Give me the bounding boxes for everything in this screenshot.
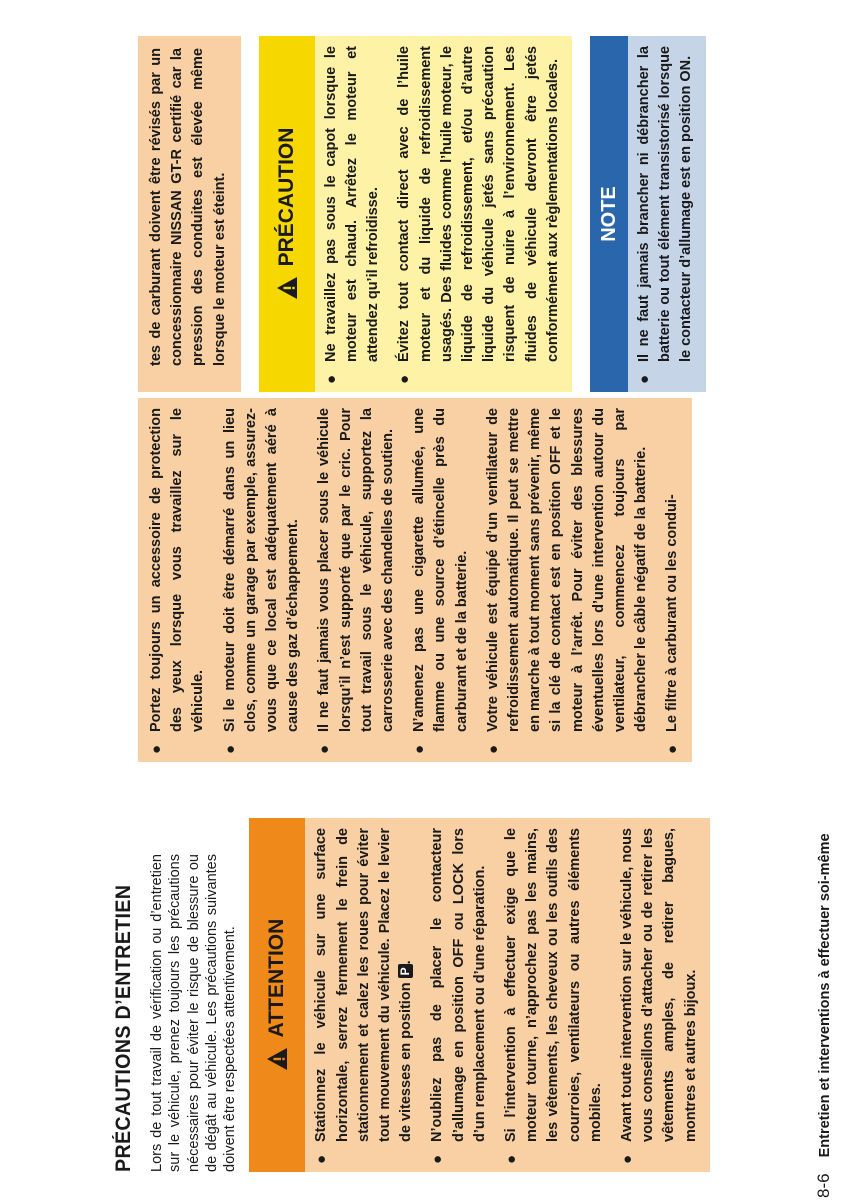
bullet-icon: ● <box>411 744 429 754</box>
note-title: NOTE <box>597 186 620 242</box>
bullet-icon: ● <box>618 1154 636 1164</box>
bullet-icon: ● <box>221 744 239 754</box>
middle-item-text: Si le moteur doit être démarré dans un lieu clos, comme un garage par exemple, assurez-vous que ce local est adéquatement aéré à cause des gaz d’échappement. <box>221 408 302 732</box>
attention-item <box>311 828 417 1164</box>
attention-item-text: Si l’intervention à effectuer exige que le moteur tourne, n’approchez pas les mains, les vêtements, les cheveux ou les outils des courroies, ventilateurs ou autres éléments mobiles. <box>502 828 604 1142</box>
note-body <box>628 36 706 392</box>
precaution-box <box>259 36 572 392</box>
note-item-text: Il ne faut jamais brancher ni débrancher la batterie ou tout élément transistorisé lorsque le contacteur d’allumage est en position ON. <box>636 46 695 362</box>
attention-title: ATTENTION <box>265 918 289 1038</box>
right-column <box>138 36 706 392</box>
attention-item-text: Avant toute intervention sur le véhicule, nous vous conseillons d’attacher ou de retirer les vêtements amples, de retirer bagues, montres et autres bijoux. <box>618 828 699 1142</box>
note-header <box>590 36 628 392</box>
attention-item-text: N’oubliez pas de placer le contacteur d’allumage en position OFF ou LOCK lors d’un remplacement ou d’une réparation. <box>429 828 488 1142</box>
attention-item <box>501 828 607 1164</box>
note-item <box>634 46 698 384</box>
middle-item <box>220 408 305 754</box>
precaution-item <box>394 46 564 384</box>
attention-body <box>305 818 709 1172</box>
middle-item <box>146 408 210 754</box>
middle-item-text: Votre véhicule est équipé d’un ventilateur de refroidissement automatique. Il peut se mettre en marche à tout moment sans prévenir, même si la clé de contact est en position OFF et le moteur à l’arrêt. Pour éviter des blessures éventuelles lors d’une intervention autour du ventilateur, commencez toujours par débrancher le câble négatif de la batterie. <box>484 408 650 732</box>
bullet-icon: ● <box>664 744 682 754</box>
precaution-item-text: Ne travaillez pas sous le capot lorsque le moteur est chaud. Arrêtez le moteur et attendez qu’il refroidisse. <box>322 46 382 362</box>
attention-box <box>249 818 709 1172</box>
continuation-box <box>138 36 241 392</box>
precaution-item <box>321 46 385 384</box>
attention-header <box>249 818 305 1172</box>
middle-item <box>483 408 653 754</box>
page-number: 8-6 <box>814 1173 833 1198</box>
precaution-header <box>259 36 315 392</box>
note-box <box>590 36 706 392</box>
middle-item-text: Portez toujours un accessoire de protection des yeux lorsque vous travaillez sur le véhicule. <box>148 408 207 732</box>
bullet-icon: ● <box>148 744 165 754</box>
attention-item <box>617 828 702 1164</box>
attention-item <box>427 828 491 1164</box>
bullet-icon: ● <box>396 374 414 384</box>
precaution-body <box>315 36 572 392</box>
middle-item <box>662 408 683 754</box>
middle-item-text: Le filtre à carburant ou les condui- <box>664 494 681 732</box>
bullet-icon: ● <box>322 374 340 384</box>
bullet-icon: ● <box>316 744 334 754</box>
left-column <box>112 802 710 1172</box>
bullet-icon: ● <box>429 1154 447 1164</box>
precaution-title: PRÉCAUTION <box>274 127 298 267</box>
bullet-icon: ● <box>313 1154 331 1164</box>
middle-item-text: N’amenez pas une cigarette allumée, une flamme ou une source d’étincelle près du carburant et de la batterie. <box>411 408 470 732</box>
attention-item-end: . <box>398 960 415 965</box>
warning-triangle-icon <box>276 276 298 300</box>
bullet-icon: ● <box>636 374 654 384</box>
middle-item-text: Il ne faut jamais vous placer sous le véhicule lorsqu’il n’est supporté que par le cric. Pour tout travail sous le véhicule, supportez la carrosserie avec des chandelles de soutien. <box>316 408 397 732</box>
bullet-icon: ● <box>502 1154 520 1164</box>
continuation-text: tes de carburant doivent être révisés par un concessionnaire NISSAN GT-R certifié car la pression des conduites est élevée même lorsque le moteur est éteint. <box>148 48 228 366</box>
middle-item <box>409 408 473 754</box>
intro-paragraph: Lors de tout travail de vérification ou d’entretien sur le véhicule, prenez toujours les précautions nécessaires pour éviter le risque de blessure ou de dégât au véhicule. Les précautions suivantes doivent être respectées attentivement. <box>149 854 239 1172</box>
middle-column-box <box>138 398 692 762</box>
page-footer <box>814 833 834 1198</box>
bullet-icon: ● <box>484 744 502 754</box>
section-title: PRÉCAUTIONS D’ENTRETIEN <box>112 884 135 1172</box>
warning-triangle-icon <box>266 1047 288 1071</box>
middle-item <box>314 408 399 754</box>
chapter-title: Entretien et interventions à effectuer soi-même <box>817 833 833 1158</box>
park-position-icon: P <box>398 964 413 978</box>
attention-item-text: Stationnez le véhicule sur une surface horizontale, serrez fermement le frein de stationnement et calez les roues pour éviter tout mouvement du véhicule. Placez le levier de vitesses en position <box>313 828 415 1142</box>
precaution-item-text: Évitez tout contact direct avec de l’huile moteur et du liquide de refroidissement usagés. Des fluides comme l’huile moteur, le liquide de refroidissement, et/ou d’autre liquide du véhicule jetés sans précaution risquent de nuire à l’environnement. Les fluides de véhicule devront être jetés conformément aux règlementations locales. <box>396 46 561 362</box>
